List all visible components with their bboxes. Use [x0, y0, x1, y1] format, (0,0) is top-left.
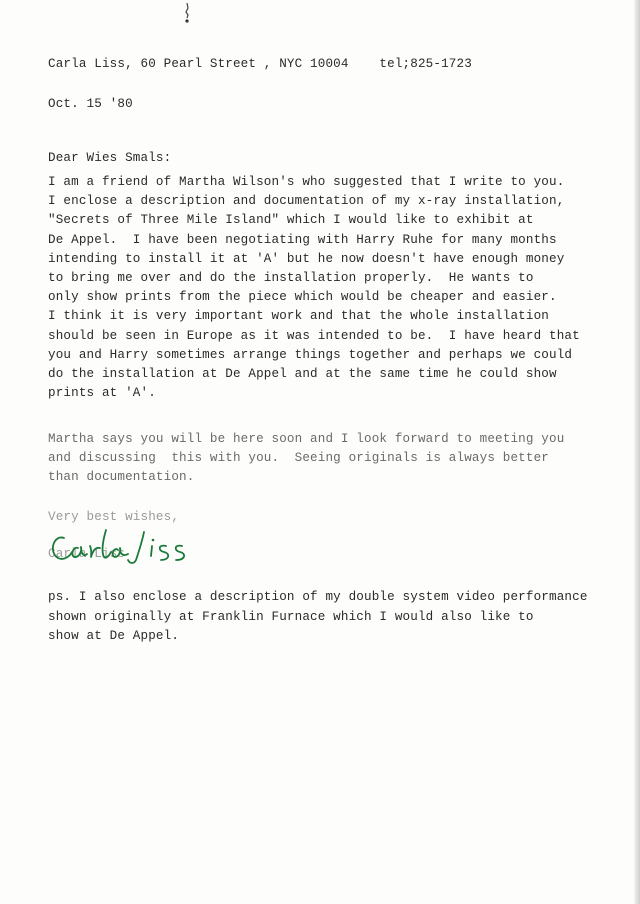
closing-text: Very best wishes, [48, 510, 180, 524]
body-line: and discussing this with you. Seeing originals is always better [48, 451, 549, 465]
body-line: "Secrets of Three Mile Island" which I would like to exhibit at [48, 213, 534, 227]
body-line: prints at 'A'. [48, 386, 156, 400]
body-line: you and Harry sometimes arrange things together and perhaps we could [48, 348, 573, 362]
body-line: I think it is very important work and that the whole installation [48, 309, 549, 323]
body-line: to bring me over and do the installation properly. He wants to [48, 271, 534, 285]
letter-date: Oct. 15 '80 [48, 97, 133, 111]
body-line: De Appel. I have been negotiating with Harry Ruhe for many months [48, 233, 557, 247]
postscript-line: ps. I also enclose a description of my double system video performance [48, 590, 588, 604]
body-line: intending to install it at 'A' but he now doesn't have enough money [48, 252, 565, 266]
body-line: than documentation. [48, 470, 195, 484]
body-line: only show prints from the piece which would be cheaper and easier. [48, 290, 557, 304]
body-line: I enclose a description and documentation of my x-ray installation, [48, 194, 565, 208]
postscript-line: show at De Appel. [48, 629, 180, 643]
body-line: do the installation at De Appel and at the same time he could show [48, 367, 557, 381]
handwritten-signature [48, 524, 208, 568]
sender-address-line: Carla Liss, 60 Pearl Street , NYC 10004 tel;825-1723 [48, 57, 472, 71]
body-line: should be seen in Europe as it was intended to be. I have heard that [48, 329, 580, 343]
pencil-mark-icon [182, 2, 192, 24]
body-line: I am a friend of Martha Wilson's who suggested that I write to you. [48, 175, 565, 189]
page-edge-shadow [634, 0, 640, 904]
typed-signature-name: Carla Liss [48, 547, 126, 561]
body-line: Martha says you will be here soon and I look forward to meeting you [48, 432, 565, 446]
salutation: Dear Wies Smals: [48, 151, 172, 165]
postscript-line: shown originally at Franklin Furnace which I would also like to [48, 610, 534, 624]
